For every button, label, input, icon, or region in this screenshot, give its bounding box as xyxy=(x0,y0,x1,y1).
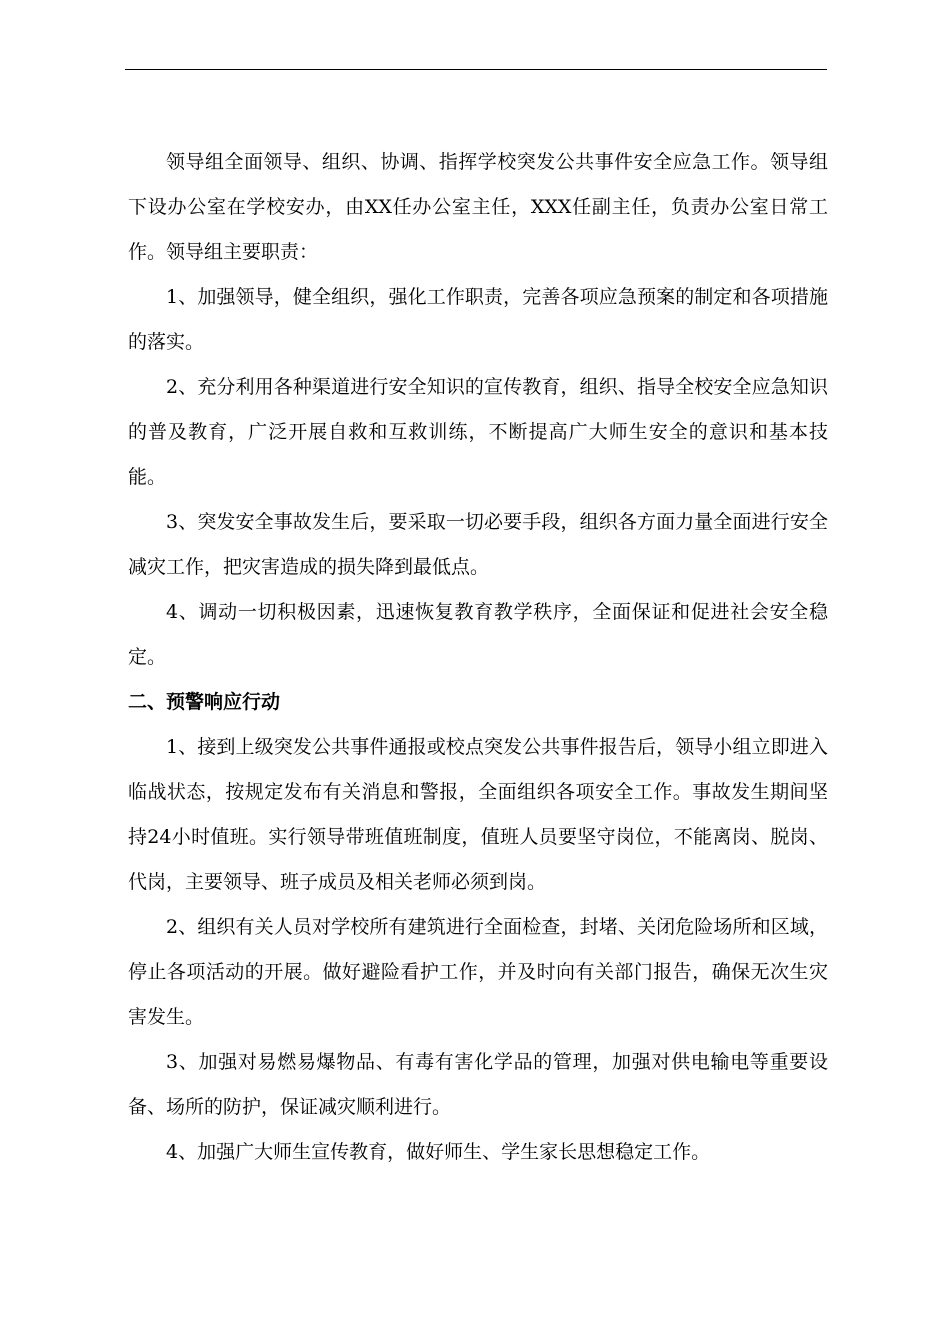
paragraph-duty-4: 4、调动一切积极因素，迅速恢复教育教学秩序，全面保证和促进社会安全稳定。 xyxy=(128,601,828,668)
document-body xyxy=(128,140,828,1175)
paragraph-action-1: 1、接到上级突发公共事件通报或校点突发公共事件报告后，领导小组立即进入临战状态，按规定发布有关消息和警报，全面组织各项安全工作。事故发生期间坚持24小时值班。实行领导带班值班制度，值班人员要坚守岗位，不能离岗、脱岗、代岗，主要领导、班子成员及相关老师必须到岗。 xyxy=(128,736,828,893)
paragraph-leadership-intro: 领导组全面领导、组织、协调、指挥学校突发公共事件安全应急工作。领导组下设办公室在学校安办，由XX任办公室主任，XXX任副主任，负责办公室日常工作。领导组主要职责： xyxy=(128,151,828,263)
section-heading: 二、预警响应行动 xyxy=(128,691,281,713)
paragraph-duty-1: 1、加强领导，健全组织，强化工作职责，完善各项应急预案的制定和各项措施的落实。 xyxy=(128,286,828,353)
paragraph-action-3: 3、加强对易燃易爆物品、有毒有害化学品的管理，加强对供电输电等重要设备、场所的防护，保证减灾顺利进行。 xyxy=(128,1051,828,1118)
paragraph-duty-3: 3、突发安全事故发生后，要采取一切必要手段，组织各方面力量全面进行安全减灾工作，把灾害造成的损失降到最低点。 xyxy=(128,511,828,578)
paragraph-duty-2: 2、充分利用各种渠道进行安全知识的宣传教育，组织、指导全校安全应急知识的普及教育，广泛开展自救和互救训练，不断提高广大师生安全的意识和基本技能。 xyxy=(128,376,828,488)
paragraph-action-4: 4、加强广大师生宣传教育，做好师生、学生家长思想稳定工作。 xyxy=(166,1141,711,1163)
header-rule xyxy=(125,69,827,70)
paragraph-action-2: 2、组织有关人员对学校所有建筑进行全面检查，封堵、关闭危险场所和区域，停止各项活动的开展。做好避险看护工作，并及时向有关部门报告，确保无次生灾害发生。 xyxy=(128,916,828,1028)
